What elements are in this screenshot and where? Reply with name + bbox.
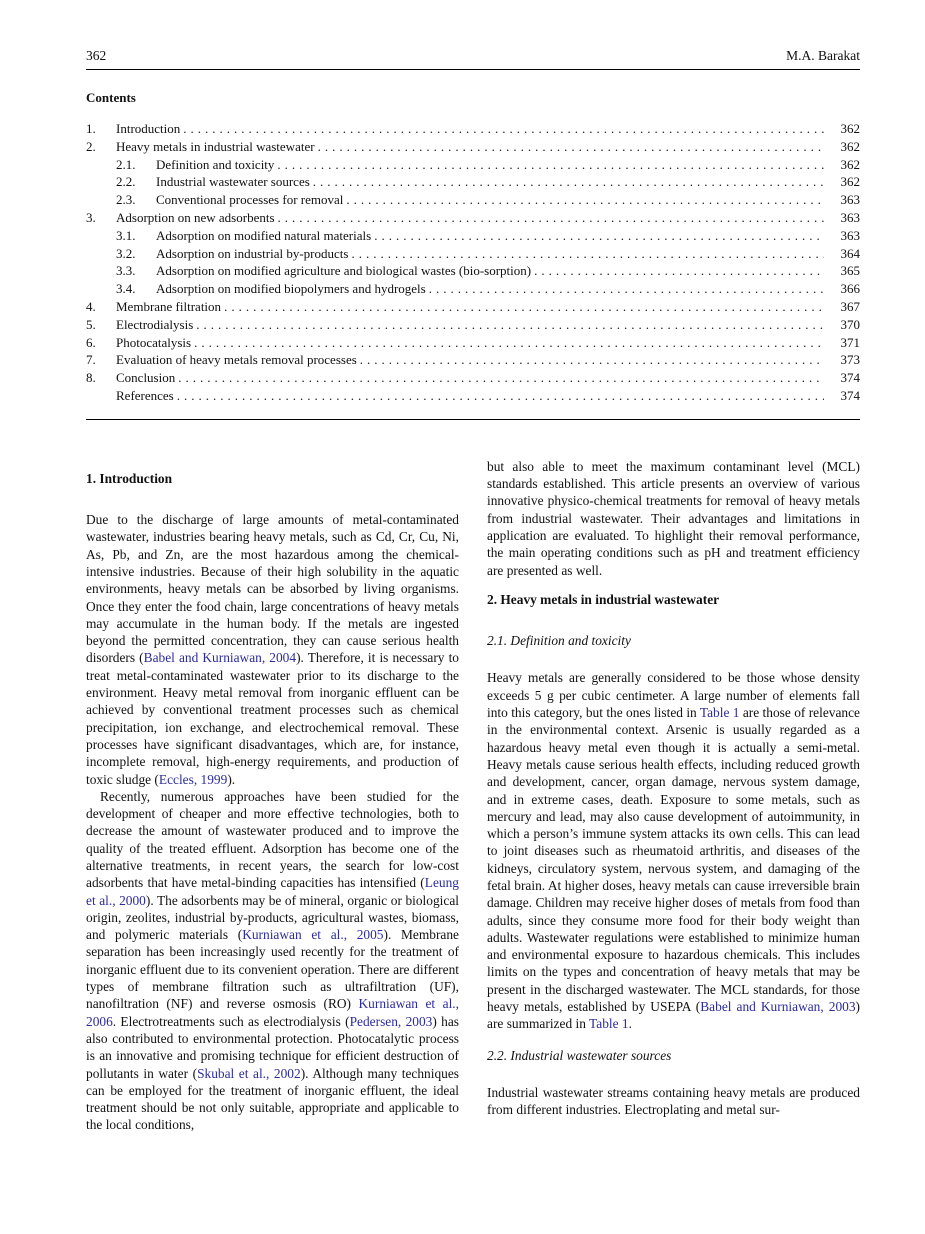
toc-entry-label: References	[116, 387, 174, 403]
running-header	[86, 48, 860, 70]
block-content	[86, 471, 172, 486]
toc-entry[interactable]	[86, 227, 860, 245]
block-content	[487, 592, 719, 607]
toc-entry-page: 370	[840, 316, 860, 332]
toc-entry-number: 2.2.	[116, 174, 136, 190]
toc-dot-leader	[278, 209, 824, 227]
text-block	[487, 632, 860, 649]
block-content	[487, 670, 860, 1031]
toc-entry-number: 4.	[86, 298, 96, 314]
text-segment: Heavy metals are generally considered to be those whose density exceeds 5 g per cubic centimeter. A large number of elements fall into this category, but the ones listed in	[487, 670, 860, 721]
text-segment: ). Although many techniques can be employed for the treatment of inorganic effluent, the ideal treatment should be not only suitable, appropriate and applicable to the local conditions,	[86, 1065, 459, 1133]
toc-entry[interactable]	[86, 316, 860, 334]
toc-entry-page: 363	[840, 192, 860, 208]
toc-entry-page: 374	[840, 387, 860, 403]
contents-heading: Contents	[86, 90, 136, 105]
text-segment: ). Therefore, it is necessary to treat metal-contaminated wastewater prior to its discharge to the environment. Heavy metal removal from inorganic effluent can be achieved by conventional treatment processes such as chemical precipitation, ion exchange, and electrochemical removal. These processes have significant disadvantages, which are, for instance, incomplete removal, high-energy requirements, and production of toxic sludge (	[86, 650, 460, 787]
text-segment: ). Membrane separation has been increasingly used recently for the treatment of inorganic effluent due to its convenient operation. There are different types of membrane filtration such as ultrafiltration (UF), nanofiltration (NF) and reverse osmosis (RO)	[86, 927, 459, 1012]
toc-entry-page: 362	[840, 138, 860, 154]
text-block	[86, 511, 459, 788]
toc-entry-label: Introduction	[116, 121, 181, 136]
toc-entry-number: 6.	[86, 334, 96, 350]
toc-dot-leader	[178, 369, 824, 387]
toc-entry[interactable]	[86, 369, 860, 387]
toc-dot-leader	[534, 262, 824, 280]
text-segment: ). The adsorbents may be of mineral, organic or biological origin, zeolites, industrial by-products, agricultural wastes, biomass, and polymeric materials (	[86, 892, 460, 943]
toc-entry-page: 362	[840, 156, 860, 172]
toc-dot-leader	[277, 156, 824, 174]
toc-entry[interactable]	[86, 173, 860, 191]
toc-entry[interactable]	[86, 138, 860, 156]
block-content	[487, 1085, 860, 1117]
toc-dot-leader	[429, 280, 824, 298]
toc-entry-number: 1.	[86, 121, 96, 136]
toc-dot-leader	[318, 138, 824, 156]
citation-link[interactable]: Pedersen, 2003	[349, 1013, 433, 1029]
citation-link[interactable]: Table 1	[699, 705, 740, 721]
toc-entry-number: 2.	[86, 138, 96, 154]
toc-entry-label: Adsorption on industrial by-products	[156, 245, 349, 261]
toc-entry-number: 3.	[86, 209, 96, 225]
toc-dot-leader	[183, 120, 824, 138]
toc-entry[interactable]	[86, 120, 860, 138]
text-segment: but also able to meet the maximum contaminant level (MCL) standards established. This article presents an overview of various innovative physico-chemical treatments for removal of heavy metals from industrial wastewater. Their advantages and limitations in application are evaluated. To highlight their removal performance, the main operating conditions such as pH and treatment efficiency are presented as well.	[487, 458, 860, 578]
toc-dot-leader	[177, 387, 824, 405]
toc-entry-page: 374	[840, 370, 860, 386]
citation-link[interactable]: Table 1	[589, 1016, 629, 1032]
toc-dot-leader	[194, 334, 824, 352]
text-segment: ).	[227, 771, 236, 787]
toc-dot-leader	[360, 351, 824, 369]
toc-entry-number: 2.1.	[116, 156, 136, 172]
toc-entry-page: 365	[840, 263, 860, 279]
toc-entry[interactable]	[86, 262, 860, 280]
block-content	[86, 789, 459, 1133]
toc-entry-label: Adsorption on new adsorbents	[116, 209, 275, 225]
text-segment: 2. Heavy metals in industrial wastewater	[487, 591, 720, 607]
toc-entry-label: Photocatalysis	[116, 334, 192, 350]
toc-entry[interactable]	[86, 156, 860, 174]
toc-entry-number: 7.	[86, 352, 96, 368]
block-content	[487, 459, 860, 578]
toc-entry-page: 367	[840, 298, 860, 314]
page-number: 362	[86, 48, 107, 63]
toc-entry-page: 362	[840, 121, 860, 136]
toc-entry[interactable]	[86, 280, 860, 298]
toc-dot-leader	[196, 316, 824, 334]
toc-dot-leader	[224, 298, 824, 316]
text-segment: Due to the discharge of large amounts of metal-contaminated wastewater, industries bearing heavy metals, such as Cd, Cr, Cu, Ni, As, Pb, and Zn, are the most hazardous among the chemical-intensive industries. Because of their high solubility in the aquatic environments, heavy metals can be absorbed by living organisms. Once they enter the food chain, large concentrations of heavy metals may accumulate in the human body. If the metals are ingested beyond the permitted concentration, they can cause serious health disorders (	[86, 512, 459, 666]
toc-entry[interactable]	[86, 334, 860, 352]
toc-entry-label: Membrane filtration	[116, 298, 222, 314]
toc-entry-number: 3.3.	[116, 263, 136, 279]
toc-entry[interactable]	[86, 387, 860, 405]
toc-entry[interactable]	[86, 245, 860, 263]
toc-dot-leader	[374, 227, 824, 245]
text-block	[487, 1084, 860, 1119]
text-segment: . Electrotreatments such as electrodialysis (	[112, 1013, 350, 1029]
toc-entry-number: 5.	[86, 316, 96, 332]
toc-entry-label: Adsorption on modified biopolymers and hydrogels	[156, 281, 426, 297]
toc-entry-number: 2.3.	[116, 192, 136, 208]
toc-entry-number: 3.2.	[116, 245, 136, 261]
text-block	[487, 591, 860, 608]
text-segment: 1. Introduction	[86, 470, 173, 486]
text-block	[487, 1047, 860, 1064]
toc-entry-label: Evaluation of heavy metals removal processes	[116, 352, 357, 368]
text-segment: 2.2. Industrial wastewater sources	[487, 1047, 672, 1063]
toc-entry[interactable]	[86, 298, 860, 316]
citation-link[interactable]: Kurniawan et al., 2005	[242, 927, 384, 943]
citation-link[interactable]: Eccles, 1999	[158, 771, 228, 787]
citation-link[interactable]: Skubal et al., 2002	[197, 1065, 301, 1081]
toc-entry-number: 8.	[86, 370, 96, 386]
citation-link[interactable]: Kurniawan et al., 2006	[86, 996, 459, 1029]
right-column	[487, 458, 860, 1134]
toc-entry-label: Conclusion	[116, 370, 176, 386]
block-content	[86, 512, 459, 786]
toc-entry-page: 373	[840, 352, 860, 368]
toc-dot-leader	[351, 245, 824, 263]
toc-entry-label: Adsorption on modified agriculture and biological wastes (bio-sorption)	[156, 263, 532, 279]
citation-link[interactable]: Leung et al., 2000	[86, 875, 459, 908]
text-segment: 2.1. Definition and toxicity	[487, 633, 631, 649]
toc-entry-page: 371	[840, 334, 860, 350]
text-segment: .	[628, 1016, 632, 1032]
toc-entry[interactable]	[86, 351, 860, 369]
toc-entry-page: 363	[840, 227, 860, 243]
block-content	[487, 633, 631, 648]
toc-entry-label: Conventional processes for removal	[156, 192, 344, 208]
text-segment: Recently, numerous approaches have been studied for the development of cheaper and more effective technologies, both to decrease the amount of wastewater produced and to improve the quality of the treated effluent. Adsorption has become one of the alternative treatments, in recent years, the search for low-cost adsorbents that have metal-binding capacities has intensified (	[86, 788, 459, 891]
toc-entry-page: 362	[840, 174, 860, 190]
text-segment: are those of relevance in the environmental context. Arsenic is usually regarded as a hazardous heavy metal even though it is actually a semi-metal. Heavy metals cause serious health effects, including reduced growth and development, cancer, organ damage, nervous system damage, and in extreme cases, death. Exposure to some metals, such as mercury and lead, may also cause development of autoimmunity, in which a person’s immune system attacks its own cells. This can lead to joint diseases such as rheumatoid arthritis, and diseases of the kidneys, circulatory system, nervous system, and damaging of the fetal brain. At higher doses, heavy metals can cause irreversible brain damage. Children may receive higher doses of metals from food than adults, since they consume more food for their body weight than adults. Wastewater regulations were established to minimize human and environmental exposure to hazardous chemicals. This includes limits on the types and concentration of heavy metals that may be present in the discharged wastewater. The MCL standards, for those heavy metals, established by USEPA (	[487, 705, 860, 1015]
running-head-author: M.A. Barakat	[786, 48, 860, 63]
left-column	[86, 458, 459, 1134]
citation-link[interactable]: Babel and Kurniawan, 2003	[700, 999, 856, 1015]
toc-dot-leader	[346, 191, 824, 209]
toc-dot-leader	[313, 173, 824, 191]
text-segment: ) has also contributed to environmental protection. Photocatalytic process is an innovative and promising technique for efficient destruction of pollutants in water (	[86, 1013, 459, 1081]
toc-entry-label: Definition and toxicity	[156, 156, 275, 172]
citation-link[interactable]: Babel and Kurniawan, 2004	[143, 650, 297, 666]
toc-entry-page: 364	[840, 245, 860, 261]
toc-entry-page: 366	[840, 281, 860, 297]
text-block	[86, 470, 459, 487]
toc-entry-label: Industrial wastewater sources	[156, 174, 310, 190]
text-block	[86, 788, 459, 1134]
toc-entry-label: Adsorption on modified natural materials	[156, 227, 372, 243]
toc-entry-number: 3.4.	[116, 281, 136, 297]
toc-entry[interactable]	[86, 191, 860, 209]
text-segment: Industrial wastewater streams containing heavy metals are produced from different industries. Electroplating and metal sur-	[487, 1084, 860, 1118]
text-block	[487, 669, 860, 1032]
toc-entry[interactable]	[86, 209, 860, 227]
text-segment: ) are summarized in	[487, 999, 861, 1032]
text-block	[487, 458, 860, 579]
block-content	[487, 1048, 671, 1063]
toc-entry-label: Electrodialysis	[116, 316, 194, 332]
toc-entry-number: 3.1.	[116, 227, 136, 243]
article-body	[86, 458, 860, 1134]
table-of-contents	[86, 120, 860, 420]
toc-entry-page: 363	[840, 209, 860, 225]
toc-entry-label: Heavy metals in industrial wastewater	[116, 138, 315, 154]
